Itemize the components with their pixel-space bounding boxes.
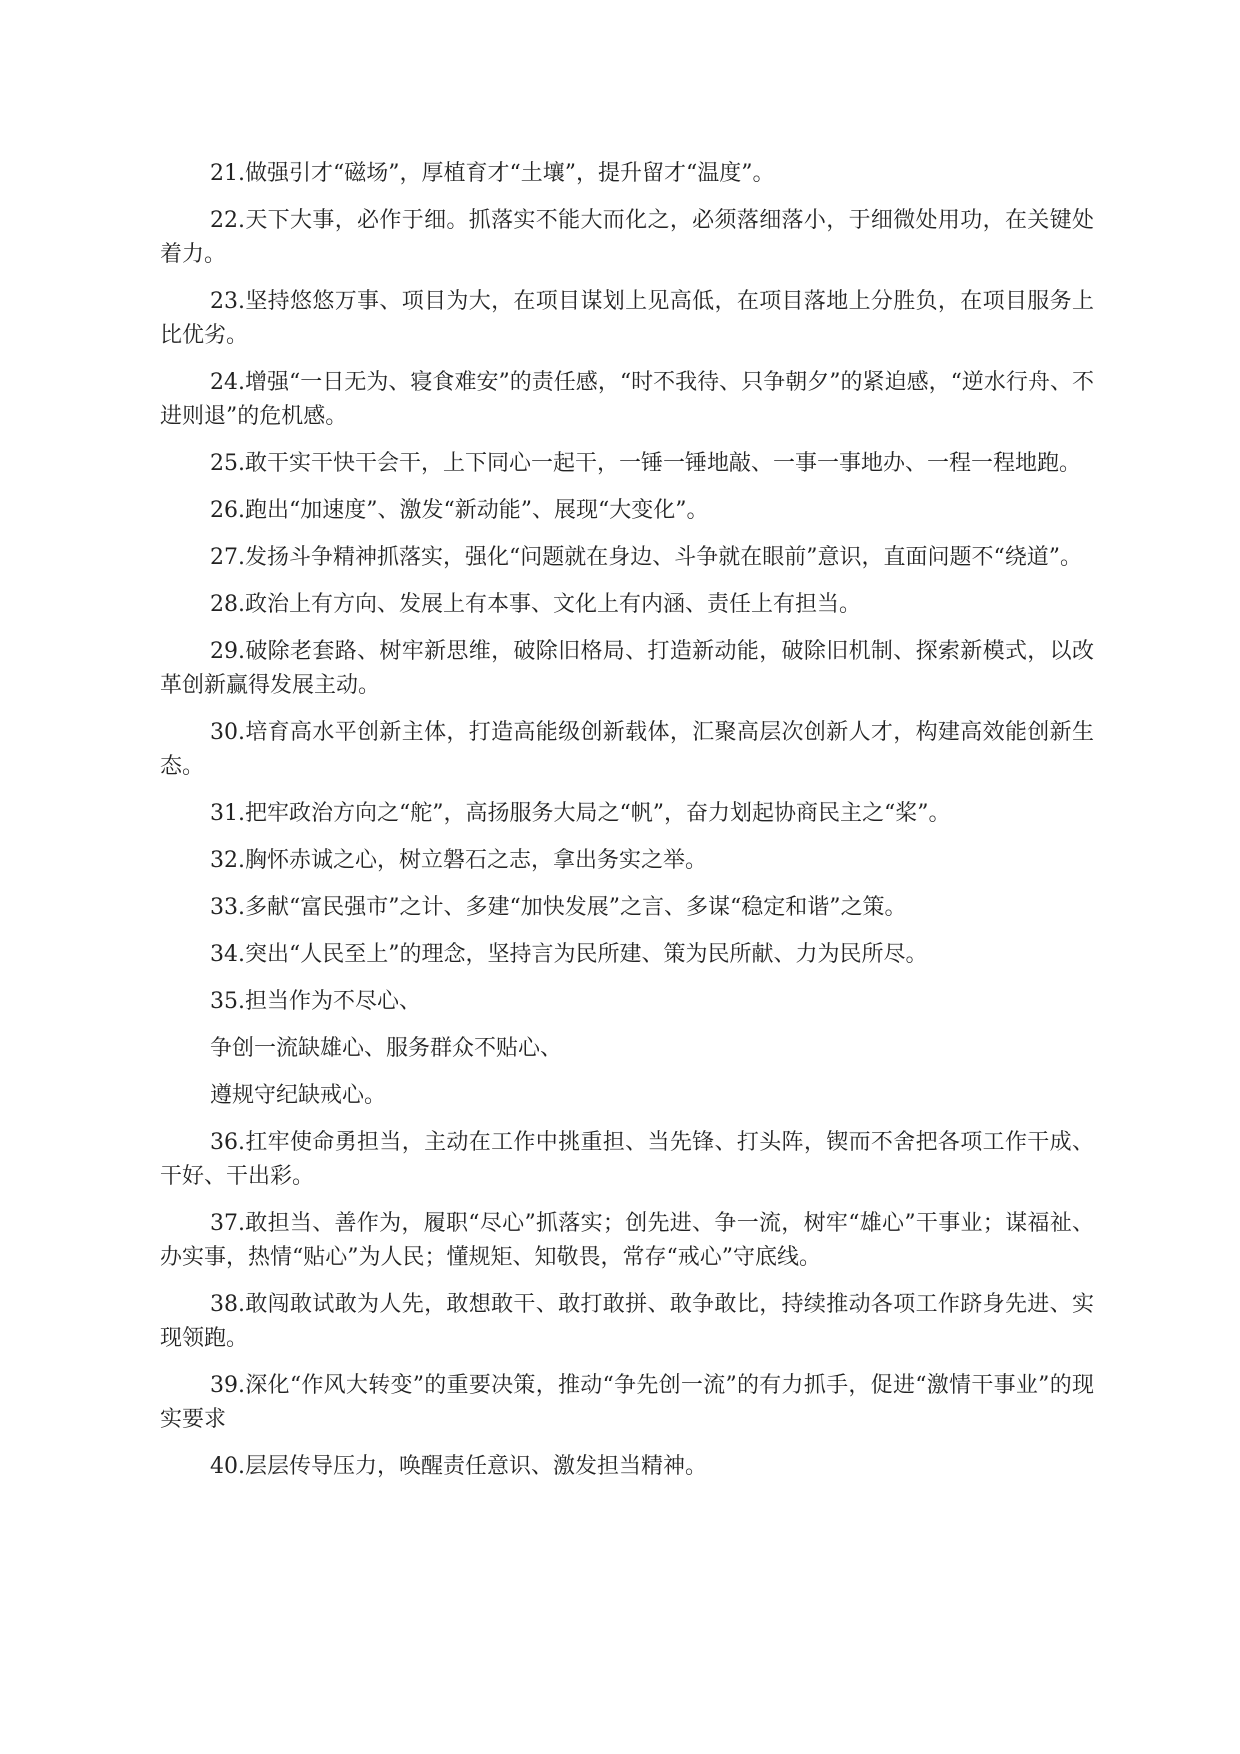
paragraph-25: 25.敢干实干快干会干，上下同心一起干，一锤一锤地敲、一事一事地办、一程一程地跑。 (210, 451, 1081, 476)
paragraph-34: 34.突出“人民至上”的理念，坚持言为民所建、策为民所献、力为民所尽。 (210, 942, 928, 967)
paragraph-38: 38.敢闯敢试敢为人先，敢想敢干、敢打敢拼、敢争敢比，持续推动各项工作跻身先进、实现领跑。 (160, 1292, 1094, 1351)
paragraph-24: 24.增强“一日无为、寝食难安”的责任感，“时不我待、只争朝夕”的紧迫感，“逆水行舟、不进则退”的危机感。 (160, 370, 1094, 429)
paragraph-35-line-3: 遵规守纪缺戒心。 (210, 1083, 387, 1108)
paragraph-28: 28.政治上有方向、发展上有本事、文化上有内涵、责任上有担当。 (210, 592, 861, 617)
paragraph-33: 33.多献“富民强市”之计、多建“加快发展”之言、多谋“稳定和谐”之策。 (210, 895, 907, 920)
paragraph-39: 39.深化“作风大转变”的重要决策，推动“争先创一流”的有力抓手，促进“激情干事业”的现实要求 (160, 1373, 1094, 1432)
paragraph-30: 30.培育高水平创新主体，打造高能级创新载体，汇聚高层次创新人才，构建高效能创新生态。 (160, 720, 1094, 779)
paragraph-40: 40.层层传导压力，唤醒责任意识、激发担当精神。 (210, 1454, 707, 1479)
paragraph-21: 21.做强引才“磁场”，厚植育才“土壤”，提升留才“温度”。 (210, 161, 775, 186)
paragraph-26: 26.跑出“加速度”、激发“新动能”、展现“大变化”。 (210, 498, 709, 523)
document-body (160, 157, 1094, 1484)
paragraph-22: 22.天下大事，必作于细。抓落实不能大而化之，必须落细落小，于细微处用功，在关键处着力。 (160, 208, 1094, 267)
paragraph-36: 36.扛牢使命勇担当，主动在工作中挑重担、当先锋、打头阵，锲而不舍把各项工作干成、干好、干出彩。 (160, 1130, 1094, 1189)
paragraph-35-line-2: 争创一流缺雄心、服务群众不贴心、 (210, 1036, 563, 1061)
paragraph-23: 23.坚持悠悠万事、项目为大，在项目谋划上见高低，在项目落地上分胜负，在项目服务上比优劣。 (160, 289, 1094, 348)
paragraph-31: 31.把牢政治方向之“舵”，高扬服务大局之“帆”，奋力划起协商民主之“桨”。 (210, 801, 951, 826)
paragraph-37: 37.敢担当、善作为，履职“尽心”抓落实；创先进、争一流，树牢“雄心”干事业；谋福祉、办实事，热情“贴心”为人民；懂规矩、知敬畏，常存“戒心”守底线。 (160, 1211, 1094, 1270)
paragraph-35: 35.担当作为不尽心、 (210, 989, 421, 1014)
paragraph-29: 29.破除老套路、树牢新思维，破除旧格局、打造新动能，破除旧机制、探索新模式，以改革创新赢得发展主动。 (160, 639, 1094, 698)
paragraph-27: 27.发扬斗争精神抓落实，强化“问题就在身边、斗争就在眼前”意识，直面问题不“绕道”。 (210, 545, 1082, 570)
paragraph-32: 32.胸怀赤诚之心，树立磐石之志，拿出务实之举。 (210, 848, 707, 873)
